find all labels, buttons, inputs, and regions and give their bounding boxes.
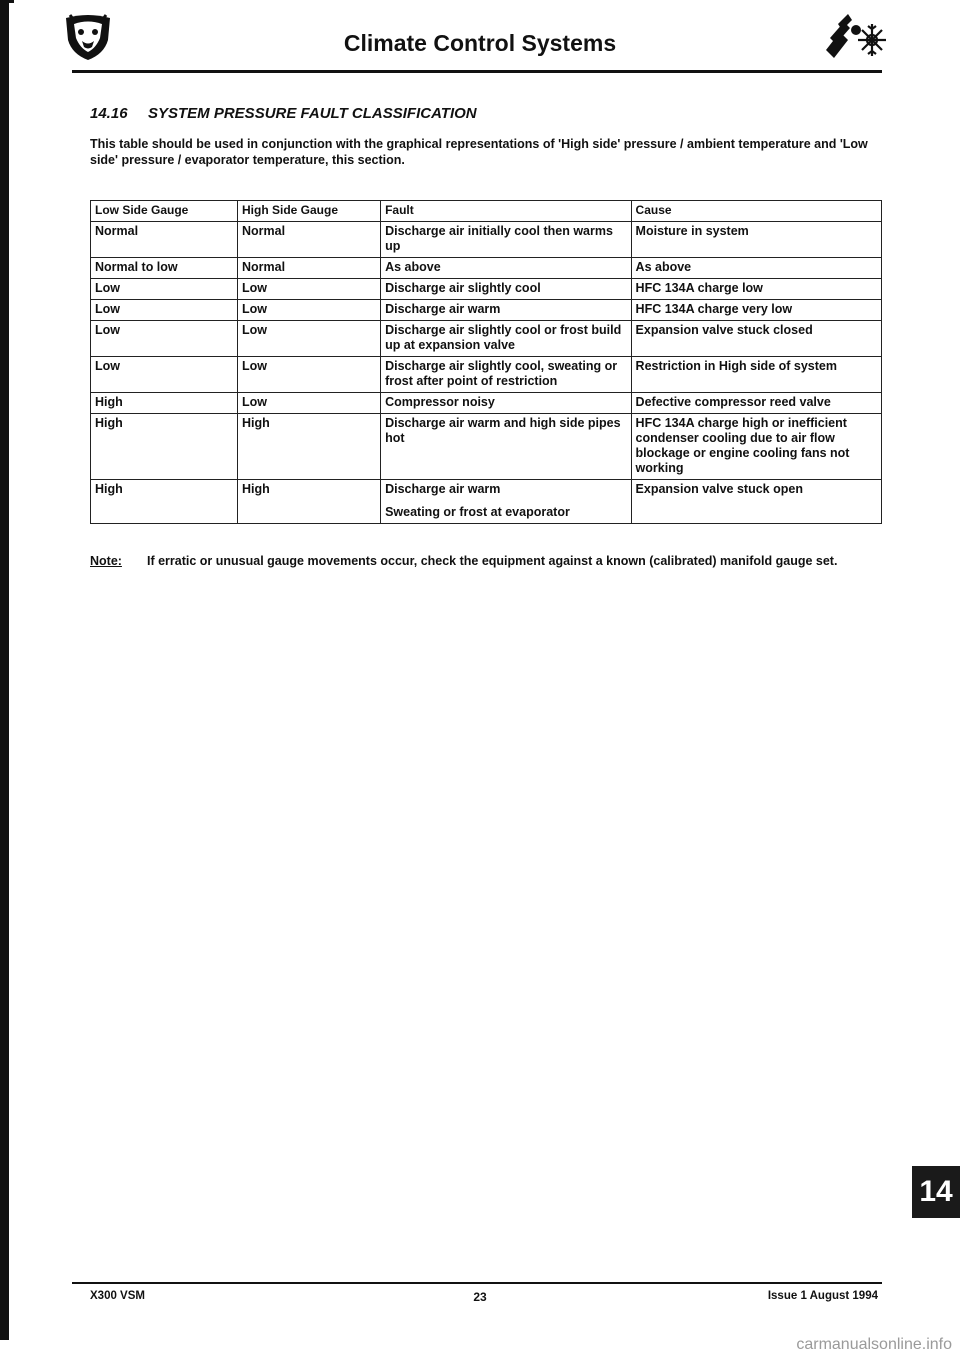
fault-cell: As above — [381, 258, 631, 279]
page-header-title: Climate Control Systems — [343, 30, 617, 56]
pressure-fault-table — [90, 200, 882, 524]
table-row — [91, 321, 882, 357]
header-fault: Fault — [381, 201, 631, 222]
fault-cell: Compressor noisy — [381, 393, 631, 414]
footer-issue-date: Issue 1 August 1994 — [767, 1290, 878, 1302]
watermark-text: carmanualsonline.info — [796, 1336, 952, 1353]
high-side-cell: Low — [238, 357, 381, 393]
cause-cell: As above — [631, 258, 881, 279]
high-side-cell: Low — [238, 300, 381, 321]
cause-cell: Expansion valve stuck open — [631, 480, 881, 524]
table-row — [91, 480, 882, 524]
fault-cell: Discharge air initially cool then warms up — [381, 222, 631, 258]
table-row — [91, 393, 882, 414]
low-side-cell: Normal — [91, 222, 238, 258]
table-header-row — [91, 201, 882, 222]
low-side-cell: High — [91, 480, 238, 524]
page-number: 23 — [473, 1290, 487, 1304]
note-label: Note: — [90, 554, 122, 568]
low-side-cell: High — [91, 393, 238, 414]
section-heading — [90, 105, 477, 122]
note-block — [90, 553, 890, 569]
low-side-cell: Low — [91, 321, 238, 357]
low-side-cell: Low — [91, 300, 238, 321]
section-title: SYSTEM PRESSURE FAULT CLASSIFICATION — [148, 105, 477, 122]
fault-cell — [381, 480, 631, 524]
table-row — [91, 222, 882, 258]
low-side-cell: High — [91, 414, 238, 480]
cause-cell: Defective compressor reed valve — [631, 393, 881, 414]
header-cause: Cause — [631, 201, 881, 222]
cause-cell: HFC 134A charge very low — [631, 300, 881, 321]
air-conditioning-icon — [822, 10, 888, 66]
high-side-cell: High — [238, 414, 381, 480]
footer-rule — [72, 1282, 882, 1284]
high-side-cell: Low — [238, 279, 381, 300]
binding-edge-bar — [0, 0, 9, 1340]
high-side-cell: Low — [238, 321, 381, 357]
intro-paragraph: This table should be used in conjunction with the graphical representations of 'High side' pressure / ambient temperature and 'Low side' pressure / evaporator temperature, this section. — [90, 137, 868, 167]
cause-cell: Moisture in system — [631, 222, 881, 258]
table-row — [91, 279, 882, 300]
fault-cell: Discharge air slightly cool or frost build up at expansion valve — [381, 321, 631, 357]
header-rule — [72, 70, 882, 73]
chapter-tab: 14 — [912, 1166, 960, 1218]
fault-line: Discharge air warm — [385, 482, 501, 496]
header-high-side-gauge: High Side Gauge — [238, 201, 381, 222]
note-text: If erratic or unusual gauge movements occur, check the equipment against a known (calibrated) manifold gauge set. — [147, 554, 838, 568]
fault-cell: Discharge air slightly cool — [381, 279, 631, 300]
binding-edge-notch — [0, 0, 14, 3]
high-side-cell: High — [238, 480, 381, 524]
low-side-cell: Low — [91, 357, 238, 393]
high-side-cell: Normal — [238, 222, 381, 258]
header-low-side-gauge: Low Side Gauge — [91, 201, 238, 222]
cause-cell: Expansion valve stuck closed — [631, 321, 881, 357]
fault-cell: Discharge air warm — [381, 300, 631, 321]
table-row — [91, 414, 882, 480]
table-row — [91, 300, 882, 321]
footer-manual-code: X300 VSM — [90, 1290, 145, 1302]
fault-cell: Discharge air slightly cool, sweating or frost after point of restriction — [381, 357, 631, 393]
high-side-cell: Normal — [238, 258, 381, 279]
fault-line: Sweating or frost at evaporator — [385, 505, 570, 519]
low-side-cell: Normal to low — [91, 258, 238, 279]
section-number: 14.16 — [90, 105, 128, 122]
cause-cell: Restriction in High side of system — [631, 357, 881, 393]
cause-cell: HFC 134A charge high or inefficient condenser cooling due to air flow blockage or engine cooling fans not working — [631, 414, 881, 480]
table-row — [91, 258, 882, 279]
high-side-cell: Low — [238, 393, 381, 414]
cause-cell: HFC 134A charge low — [631, 279, 881, 300]
low-side-cell: Low — [91, 279, 238, 300]
table-row — [91, 357, 882, 393]
fault-cell: Discharge air warm and high side pipes hot — [381, 414, 631, 480]
